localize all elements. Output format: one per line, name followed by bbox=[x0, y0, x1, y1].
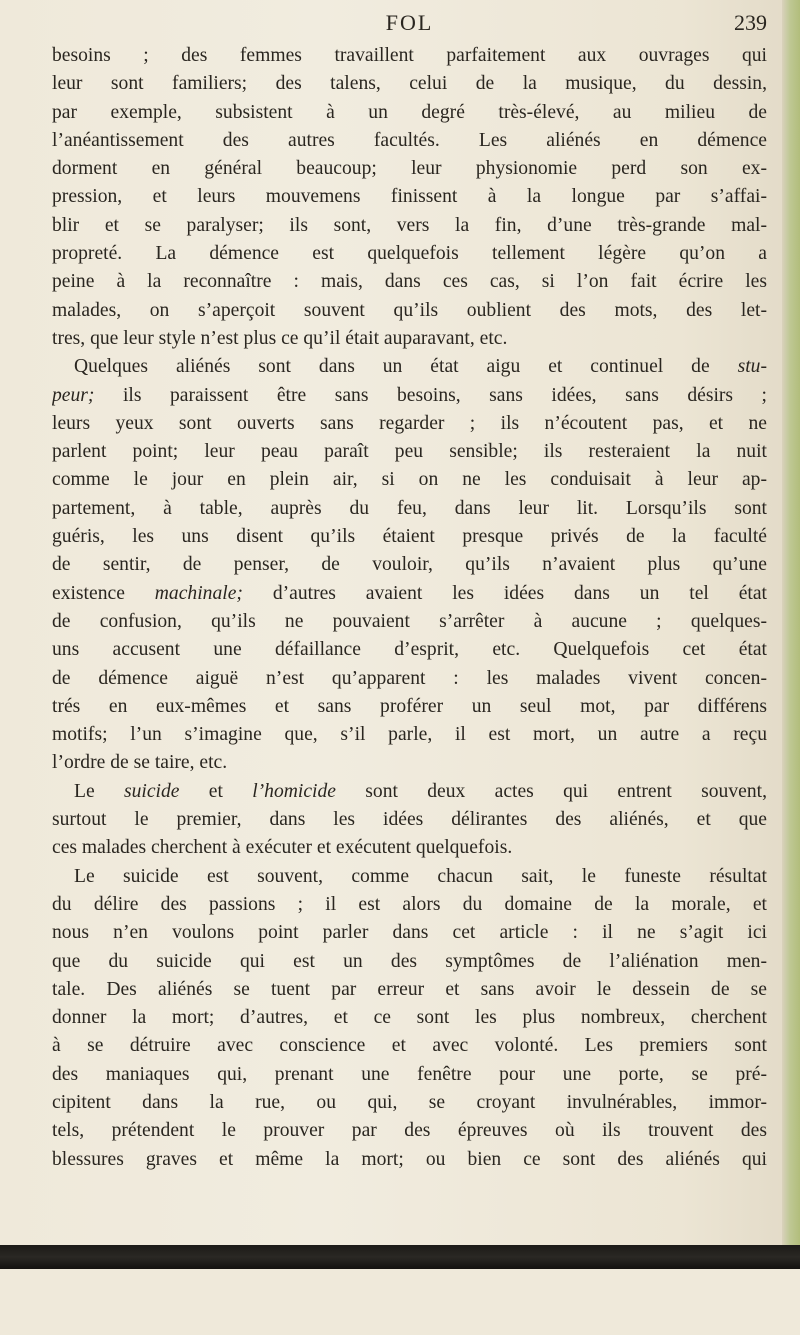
text-line: besoins ; des femmes travaillent parfaitement aux ouvrages qui bbox=[52, 45, 767, 66]
text-line: à se détruire avec conscience et avec volonté. Les premiers sont bbox=[52, 1035, 767, 1057]
text-line: Le suicide est souvent, comme chacun sait, le funeste résultat bbox=[74, 865, 767, 887]
text-line: trés en eux-mêmes et sans proférer un seul mot, par différens bbox=[52, 695, 767, 717]
text-line: que du suicide qui est un des symptômes de l’aliénation men- bbox=[52, 950, 767, 972]
text-span: d’autres avaient les idées dans un tel état bbox=[272, 582, 767, 604]
text-line bbox=[52, 580, 767, 608]
text-span: et bbox=[208, 780, 223, 802]
body-text bbox=[52, 42, 767, 1174]
text-line: peine à la reconnaître : mais, dans ces cas, si l’on fait écrire les bbox=[52, 271, 767, 293]
text-line: l’anéantissement des autres facultés. Les aliénés en démence bbox=[52, 129, 767, 151]
italic-span: stu- bbox=[737, 356, 767, 378]
text-line: par exemple, subsistent à un degré très-élevé, au milieu de bbox=[52, 101, 767, 123]
text-line bbox=[52, 382, 767, 410]
text-line: tale. Des aliénés se tuent par erreur et sans avoir le dessein de se bbox=[52, 978, 767, 1000]
text-line: de sentir, de penser, de vouloir, qu’ils n’avaient plus qu’une bbox=[52, 554, 767, 576]
text-span: Le bbox=[74, 780, 95, 802]
text-line: partement, à table, auprès du feu, dans leur lit. Lorsqu’ils sont bbox=[52, 497, 767, 519]
page-margin-bottom bbox=[0, 1269, 800, 1335]
text-span: existence bbox=[52, 582, 125, 604]
text-line: l’ordre de se taire, etc. bbox=[52, 752, 228, 774]
text-line: parlent point; leur peau paraît peu sensible; ils resteraient la nuit bbox=[52, 441, 767, 463]
text-line: propreté. La démence est quelquefois tellement légère qu’on a bbox=[52, 243, 767, 265]
text-line: dorment en général beaucoup; leur physionomie perd son ex- bbox=[52, 158, 767, 180]
text-line bbox=[52, 778, 767, 806]
text-span: ils paraissent être sans besoins, sans idées, sans désirs ; bbox=[122, 384, 767, 406]
text-line: du délire des passions ; il est alors du domaine de la morale, et bbox=[52, 893, 767, 915]
italic-span: machinale; bbox=[154, 582, 243, 604]
text-line: leur sont familiers; des talens, celui de la musique, du dessin, bbox=[52, 73, 767, 95]
text-line: tels, prétendent le prouver par des épreuves où ils trouvent des bbox=[52, 1120, 767, 1142]
scan-shadow-band bbox=[0, 1245, 800, 1269]
italic-span: peur; bbox=[52, 384, 95, 406]
page-number: 239 bbox=[734, 10, 767, 35]
text-line: blessures graves et même la mort; ou bien ce sont des aliénés qui bbox=[52, 1148, 767, 1170]
text-line bbox=[52, 353, 767, 381]
text-line: motifs; l’un s’imagine que, s’il parle, il est mort, un autre a reçu bbox=[52, 724, 767, 746]
page-edge-right bbox=[782, 0, 800, 1335]
text-line: des maniaques qui, prenant une fenêtre pour une porte, se pré- bbox=[52, 1063, 767, 1085]
text-line: guéris, les uns disent qu’ils étaient presque privés de la faculté bbox=[52, 526, 767, 548]
text-line: de confusion, qu’ils ne pouvaient s’arrêter à aucune ; quelques- bbox=[52, 610, 767, 632]
italic-span: l’homicide bbox=[252, 780, 336, 802]
text-line: donner la mort; d’autres, et ce sont les plus nombreux, cherchent bbox=[52, 1007, 767, 1029]
text-line: uns accusent une défaillance d’esprit, etc. Quelquefois cet état bbox=[52, 639, 767, 661]
text-line: de démence aiguë n’est qu’apparent : les malades vivent concen- bbox=[52, 667, 767, 689]
italic-span: suicide bbox=[123, 780, 180, 802]
running-head: FOL bbox=[385, 10, 434, 35]
text-line: tres, que leur style n’est plus ce qu’il était auparavant, etc. bbox=[52, 327, 508, 349]
text-line: malades, on s’aperçoit souvent qu’ils oublient des mots, des let- bbox=[52, 299, 767, 321]
text-span: sont deux actes qui entrent souvent, bbox=[365, 780, 767, 802]
text-line: blir et se paralyser; ils sont, vers la fin, d’une très-grande mal- bbox=[52, 214, 767, 236]
text-line: nous n’en voulons point parler dans cet article : il ne s’agit ici bbox=[52, 922, 767, 944]
page-header bbox=[52, 10, 767, 40]
text-line: comme le jour en plein air, si on ne les conduisait à leur ap- bbox=[52, 469, 767, 491]
text-line: pression, et leurs mouvemens finissent à la longue par s’affai- bbox=[52, 186, 767, 208]
text-line: surtout le premier, dans les idées délirantes des aliénés, et que bbox=[52, 809, 767, 831]
text-span: Quelques aliénés sont dans un état aigu et continuel de bbox=[74, 356, 710, 378]
text-line: ces malades cherchent à exécuter et exécutent quelquefois. bbox=[52, 837, 513, 859]
text-line: cipitent dans la rue, ou qui, se croyant invulnérables, immor- bbox=[52, 1091, 767, 1113]
text-line: leurs yeux sont ouverts sans regarder ; ils n’écoutent pas, et ne bbox=[52, 412, 767, 434]
